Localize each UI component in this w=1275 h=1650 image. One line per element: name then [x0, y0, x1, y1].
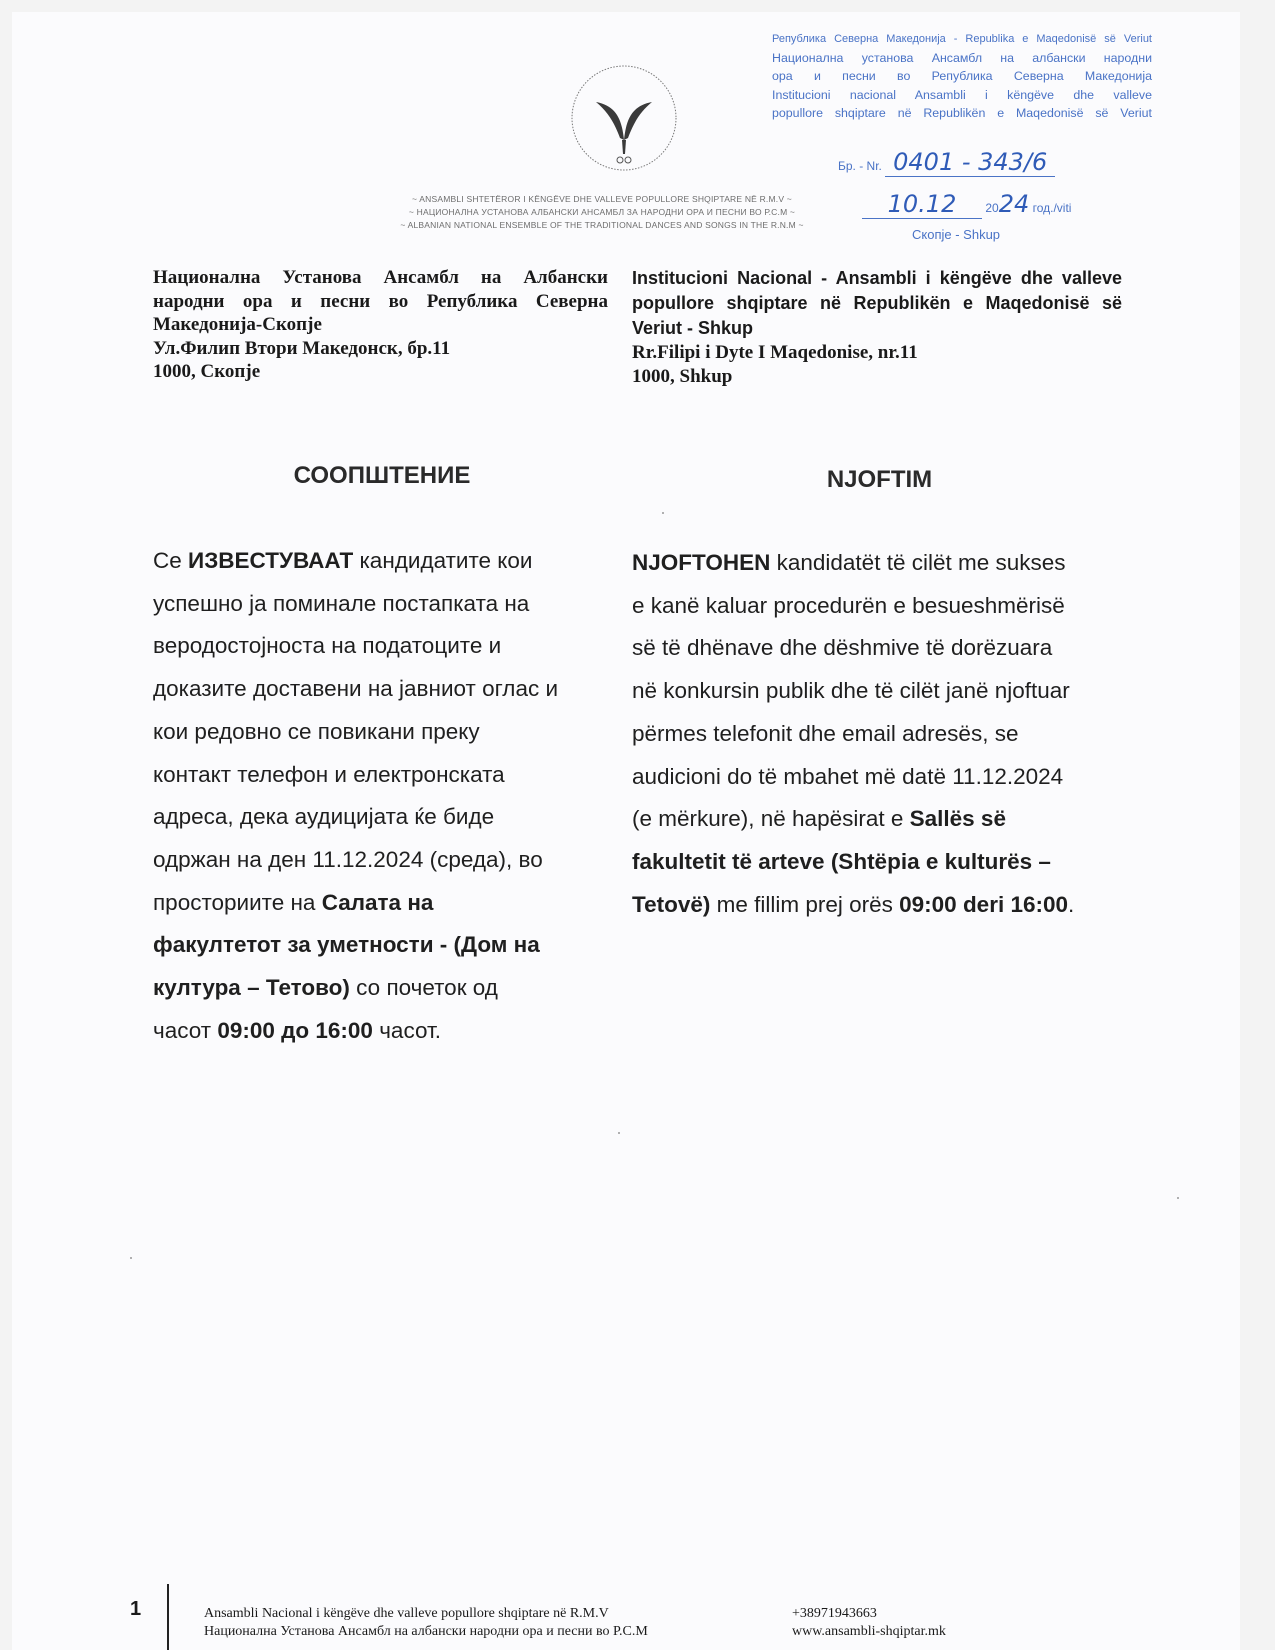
- body-text: просториите на: [153, 889, 322, 915]
- body-line: [632, 798, 1132, 841]
- footer-line: Ansambli Nacional i këngëve dhe valleve popullore shqiptare në R.M.V: [204, 1606, 609, 1621]
- footer-website[interactable]: www.ansambli-shqiptar.mk: [792, 1624, 946, 1639]
- body-line: audicioni do të mbahet më datë 11.12.2024: [632, 763, 1064, 789]
- body-text: (e mërkure), në hapësirat e: [632, 806, 910, 832]
- body-text: часот.: [372, 1017, 442, 1043]
- stamp-line: popullore shqiptare në Republikën e Maqedonisë së Veriut: [772, 106, 1152, 120]
- body-line: адреса, дека аудицијата ќе биде: [153, 804, 495, 830]
- body-text: Се: [153, 548, 189, 573]
- body-line: веродостојноста на податоците и: [153, 633, 502, 659]
- registration-stamp: [772, 30, 1152, 123]
- stamp-year-prefix: 20: [985, 201, 999, 215]
- body-text: me fillim prej orës: [710, 891, 900, 917]
- address-line: Ул.Филип Втори Македонск, бр.11: [153, 337, 451, 359]
- body-text: со почеток од: [349, 975, 498, 1001]
- notice-body-macedonian: [153, 540, 613, 1052]
- body-text-bold: Tetovë): [632, 891, 711, 917]
- stamp-line: Национална установа Ансамбл на албански народни: [772, 50, 1152, 65]
- body-line: së të dhënave dhe dëshmive të dorëzuara: [632, 635, 1053, 661]
- address-albanian: [632, 266, 1122, 389]
- body-line: e kanë kaluar procedurën e besueshmërisë: [632, 592, 1065, 618]
- body-line: [153, 967, 613, 1010]
- body-text-bold: Sallës së: [909, 806, 1006, 832]
- body-line: [153, 882, 613, 925]
- address-line: Institucioni Nacional - Ansambli i këngëve dhe valleve: [632, 268, 1122, 288]
- body-line: контакт телефон и електронската: [153, 761, 505, 787]
- ensemble-logo: [568, 62, 680, 174]
- address-line: народни ора и песни во Република Северна: [153, 290, 608, 312]
- stamp-line: ора и песни во Република Северна Македонија: [772, 69, 1152, 83]
- notice-title-macedonian: СООПШТЕНИЕ: [293, 462, 471, 489]
- body-line: [153, 540, 613, 583]
- stamp-year-label: год./viti: [1032, 201, 1072, 215]
- body-text-bold: fakultetit të arteve (Shtëpia e kulturës –: [632, 848, 1051, 874]
- notice-body-albanian: [632, 542, 1132, 926]
- logo-caption: [342, 193, 862, 232]
- footer-organization: [204, 1605, 724, 1641]
- address-line: 1000, Скопје: [153, 361, 261, 383]
- address-line: Национална Установа Ансамбл на Албански: [153, 267, 608, 288]
- stamp-date-value: 10.12: [887, 190, 957, 218]
- body-line: përmes telefonit dhe email adresës, se: [632, 720, 1019, 746]
- scan-speck: [618, 1132, 620, 1134]
- stamp-date-row: [862, 190, 1240, 220]
- body-line: në konkursin publik dhe të cilët janë njoftuar: [632, 678, 1070, 704]
- body-line: доказите доставени на јавниот оглас и: [153, 676, 559, 702]
- logo-caption-line: ~ ALBANIAN NATIONAL ENSEMBLE OF THE TRADITIONAL DANCES AND SONGS IN THE R.N.M ~: [400, 220, 804, 230]
- body-line: успешно ја поминале постапката на: [153, 590, 530, 616]
- address-line: 1000, Shkup: [632, 366, 733, 387]
- body-line: [153, 1010, 613, 1053]
- page-number: 1: [130, 1598, 142, 1620]
- logo-caption-line: ~ НАЦИОНАЛНА УСТАНОВА АЛБАНСКИ АНСАМБЛ ЗА НАРОДНИ ОРА И ПЕСНИ ВО Р.С.М ~: [408, 207, 796, 217]
- scan-speck: [662, 512, 664, 514]
- body-text-bold: 09:00 до 16:00: [217, 1017, 373, 1043]
- stamp-city: Скопје - Shkup: [912, 227, 1001, 242]
- body-line: кои редовно се повикани преку: [153, 718, 480, 744]
- footer-contact: [792, 1605, 1092, 1641]
- address-line: popullore shqiptare në Republikën e Maqedonisë së: [632, 293, 1122, 313]
- footer-phone: +38971943663: [792, 1606, 877, 1621]
- body-line: [632, 542, 1132, 585]
- address-macedonian: [153, 266, 608, 384]
- address-line: Rr.Filipi i Dyte I Maqedonise, nr.11: [632, 342, 918, 363]
- footer-line: Национална Установа Ансамбл на албански народни ора и песни во Р.С.М: [204, 1624, 648, 1639]
- body-text-bold: Салата на: [321, 889, 434, 915]
- document-page: [12, 12, 1240, 1650]
- body-text-bold: култура – Тетово): [153, 975, 350, 1001]
- body-text-bold: факултетот за уметности - (Дом на: [153, 932, 540, 958]
- scan-speck: [130, 1257, 132, 1259]
- stamp-number-label: Бр. - Nr.: [838, 159, 882, 173]
- address-line: Veriut - Shkup: [632, 318, 754, 338]
- footer-divider: [167, 1584, 169, 1650]
- body-text-bold: 09:00 deri 16:00: [899, 891, 1069, 917]
- stamp-number-row: [838, 148, 1238, 178]
- stamp-line: Institucioni nacional Ansambli i këngëve dhe valleve: [772, 87, 1152, 102]
- stamp-number-value: 0401 - 343/6: [893, 148, 1048, 176]
- body-text: .: [1068, 891, 1075, 917]
- body-text-bold: NJOFTOHEN: [632, 550, 771, 575]
- body-text: часот: [153, 1017, 218, 1043]
- address-line: Македонија-Скопје: [153, 314, 322, 336]
- body-text: kandidatët të cilët me sukses: [770, 550, 1066, 575]
- body-line: [632, 884, 1132, 927]
- body-line: одржан на ден 11.12.2024 (среда), во: [153, 846, 543, 872]
- body-line: [632, 841, 1132, 884]
- stamp-line: Република Северна Македонија - Republika e Maqedonisë së Veriut: [772, 33, 1152, 45]
- body-line: [153, 924, 613, 967]
- body-text: кандидатите кои: [353, 548, 533, 573]
- notice-title-albanian: NJOFTIM: [826, 466, 933, 493]
- body-text-bold: ИЗВЕСТУВААТ: [188, 548, 354, 573]
- scan-speck: [1177, 1197, 1179, 1199]
- logo-caption-line: ~ ANSAMBLI SHTETËROR I KËNGËVE DHE VALLEVE POPULLORE SHQIPTARE NË R.M.V ~: [412, 194, 792, 204]
- stamp-year-value: 24: [998, 190, 1030, 218]
